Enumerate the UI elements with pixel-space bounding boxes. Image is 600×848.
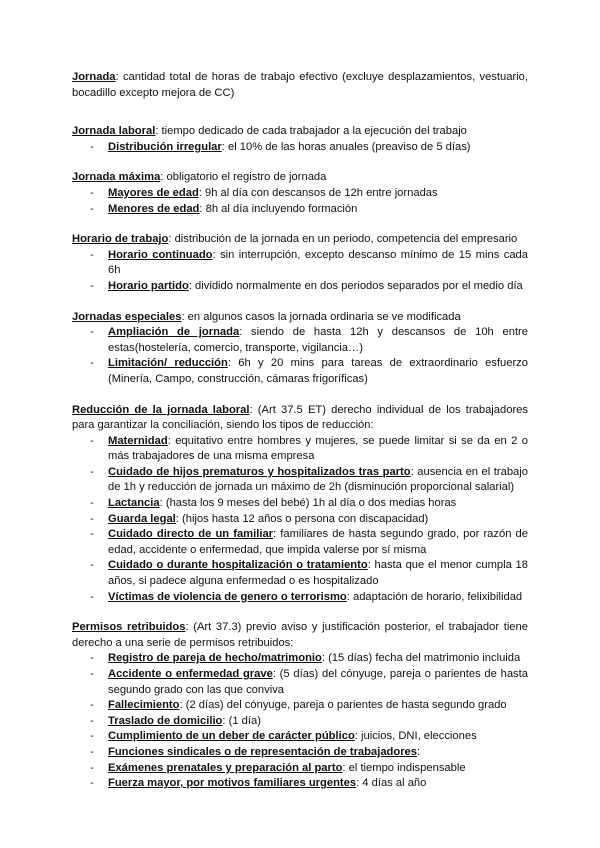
list-item — [72, 512, 528, 528]
list-item — [72, 590, 528, 606]
list-item — [72, 729, 528, 745]
section-permisos-retribuidos — [72, 620, 528, 651]
item-text: : adaptación de horario, felixibilidad — [346, 590, 523, 603]
item-term: Exámenes prenatales y preparación al parto — [108, 761, 343, 774]
item-term: Horario partido — [108, 279, 189, 292]
section-reduccion-jornada — [72, 403, 528, 434]
dash-bullet: - — [90, 279, 94, 292]
item-term: Horario continuado — [108, 248, 213, 261]
item-term: Ampliación de jornada — [108, 326, 240, 339]
section-horario-trabajo — [72, 232, 528, 248]
spacer — [72, 217, 528, 232]
dash-bullet: - — [90, 652, 94, 665]
section-term: Horario de trabajo — [72, 233, 169, 246]
spacer — [72, 605, 528, 620]
item-text: : 4 días al año — [356, 777, 427, 790]
list-jornada-maxima — [72, 186, 528, 217]
item-text: : (5 días) del cónyuge, pareja o parientes de hasta segundo grado con las que conviva — [108, 668, 528, 696]
section-jornada-maxima — [72, 170, 528, 186]
section-jornada — [72, 70, 528, 101]
list-permisos-retribuidos — [72, 651, 528, 791]
item-text: : 9h al día con descansos de 12h entre jornadas — [198, 186, 438, 199]
item-term: Registro de pareja de hecho/matrimonio — [108, 652, 322, 665]
dash-bullet: - — [90, 761, 94, 774]
item-text: : (15 días) fecha del matrimonio incluida — [321, 652, 521, 665]
list-item — [72, 140, 528, 156]
dash-bullet: - — [90, 730, 94, 743]
item-text: : el 10% de las horas anuales (preaviso de 5 días) — [221, 140, 471, 153]
list-item — [72, 558, 528, 589]
section-text: : distribución de la jornada en un periodo, competencia del empresario — [168, 233, 518, 246]
item-term: Traslado de domicilio — [108, 714, 223, 727]
list-item — [72, 745, 528, 761]
item-term: Cuidado directo de un familiar — [108, 528, 274, 541]
section-jornada-laboral — [72, 124, 528, 140]
section-text: : cantidad total de horas de trabajo efectivo (excluye desplazamientos, vestuario, bocadillo excepto mejora de CC) — [72, 71, 528, 99]
item-text: : familiares de hasta segundo grado, por razón de edad, accidente o enfermedad, que impida valerse por sí misma — [108, 528, 528, 556]
section-term: Jornada máxima — [72, 171, 161, 184]
item-term: Funciones sindicales o de representación de trabajadores — [108, 745, 418, 758]
dash-bullet: - — [90, 745, 94, 758]
list-item — [72, 279, 528, 295]
list-item — [72, 667, 528, 698]
item-text: : sin interrupción, excepto descanso mínimo de 15 mins cada 6h — [108, 248, 528, 277]
item-term: Cuidado o durante hospitalización o tratamiento — [108, 559, 368, 572]
spacer — [72, 295, 528, 310]
item-term: Mayores de edad — [108, 186, 199, 199]
list-item — [72, 248, 528, 279]
section-term: Jornadas especiales — [72, 310, 182, 323]
dash-bullet: - — [90, 326, 94, 339]
item-term: Maternidad — [108, 434, 168, 447]
list-jornadas-especiales — [72, 325, 528, 387]
dash-bullet: - — [90, 465, 94, 478]
dash-bullet: - — [90, 357, 94, 370]
section-text: : tiempo dedicado de cada trabajador a la ejecución del trabajo — [155, 125, 467, 138]
document-page — [72, 70, 528, 792]
dash-bullet: - — [90, 140, 94, 153]
list-item — [72, 698, 528, 714]
list-horario-trabajo — [72, 248, 528, 295]
item-term: Cumplimiento de un deber de carácter público — [108, 730, 355, 743]
section-text: : (Art 37.3) previo aviso y justificación posterior, el trabajador tiene derecho a una serie de permisos retribuidos: — [72, 621, 528, 649]
dash-bullet: - — [90, 559, 94, 572]
item-term: Accidente o enfermedad grave — [108, 668, 273, 680]
dash-bullet: - — [90, 668, 94, 680]
list-item — [72, 651, 528, 667]
list-item — [72, 434, 528, 465]
item-text: : dividido normalmente en dos periodos separados por el medio día — [188, 279, 523, 292]
dash-bullet: - — [90, 434, 94, 447]
item-term: Cuidado de hijos prematuros y hospitalizados tras parto — [108, 465, 411, 478]
dash-bullet: - — [90, 186, 94, 199]
list-item — [72, 356, 528, 387]
item-text: : (hijos hasta 12 años o persona con discapacidad) — [175, 512, 429, 525]
item-term: Fuerza mayor, por motivos familiares urgentes — [108, 777, 357, 790]
spacer — [72, 388, 528, 403]
item-term: Lactancia — [108, 497, 160, 510]
section-jornadas-especiales — [72, 310, 528, 326]
dash-bullet: - — [90, 777, 94, 790]
item-term: Víctimas de violencia de genero o terrorismo — [108, 590, 347, 603]
dash-bullet: - — [90, 202, 94, 215]
item-text: : el tiempo indispensable — [342, 761, 466, 774]
dash-bullet: - — [90, 699, 94, 712]
dash-bullet: - — [90, 248, 94, 261]
spacer — [72, 155, 528, 170]
item-text: : — [417, 745, 421, 758]
section-text: : obligatorio el registro de jornada — [160, 171, 327, 184]
item-text: : (1 día) — [222, 714, 261, 727]
list-item — [72, 186, 528, 202]
section-term: Jornada laboral — [72, 125, 156, 138]
list-item — [72, 325, 528, 356]
list-jornada-laboral — [72, 140, 528, 156]
item-term: Guarda legal — [108, 512, 176, 525]
item-term: Menores de edad — [108, 202, 200, 215]
section-term: Permisos retribuidos — [72, 621, 186, 634]
item-text: : 6h y 20 mins para tareas de extraordinario esfuerzo (Minería, Campo, construcción, cámaras frigoríficas) — [108, 357, 528, 385]
item-text: : (2 días) del cónyuge, pareja o parientes de hasta segundo grado — [179, 699, 507, 712]
list-reduccion-jornada — [72, 434, 528, 606]
list-item — [72, 465, 528, 496]
item-term: Fallecimiento — [108, 699, 180, 712]
dash-bullet: - — [90, 497, 94, 510]
section-term: Jornada — [72, 71, 116, 83]
section-term: Reducción de la jornada laboral — [72, 403, 250, 416]
item-text: : 8h al día incluyendo formación — [199, 202, 358, 215]
list-item — [72, 527, 528, 558]
list-item — [72, 496, 528, 512]
item-text: : juicios, DNI, elecciones — [354, 730, 477, 743]
item-text: : (hasta los 9 meses del bebé) 1h al día o dos medias horas — [159, 497, 457, 510]
list-item — [72, 776, 528, 792]
item-text: : siendo de hasta 12h y descansos de 10h entre estas(hostelería, comercio, transporte, vigilancia…) — [108, 326, 528, 354]
spacer — [72, 101, 528, 124]
list-item — [72, 202, 528, 218]
section-text: : en algunos casos la jornada ordinaria se ve modificada — [181, 310, 461, 323]
item-text: : equitativo entre hombres y mujeres, se puede limitar si se da en 2 o más trabajadores de una misma empresa — [108, 434, 528, 463]
item-term: Distribución irregular — [108, 140, 222, 153]
item-text: : hasta que el menor cumpla 18 años, si padece alguna enfermedad o es hospitalizado — [108, 559, 529, 588]
section-text: : (Art 37.5 ET) derecho individual de los trabajadores para garantizar la conciliación, siendo los tipos de reducción: — [72, 403, 528, 432]
list-item — [72, 714, 528, 730]
dash-bullet: - — [90, 714, 94, 727]
dash-bullet: - — [90, 512, 94, 525]
item-term: Limitación/ reducción — [108, 357, 228, 370]
list-item — [72, 761, 528, 777]
item-text: : ausencia en el trabajo de 1h y reducción de jornada un máximo de 2h (disminución proporcional salarial) — [108, 465, 528, 494]
dash-bullet: - — [90, 590, 94, 603]
dash-bullet: - — [90, 528, 94, 541]
